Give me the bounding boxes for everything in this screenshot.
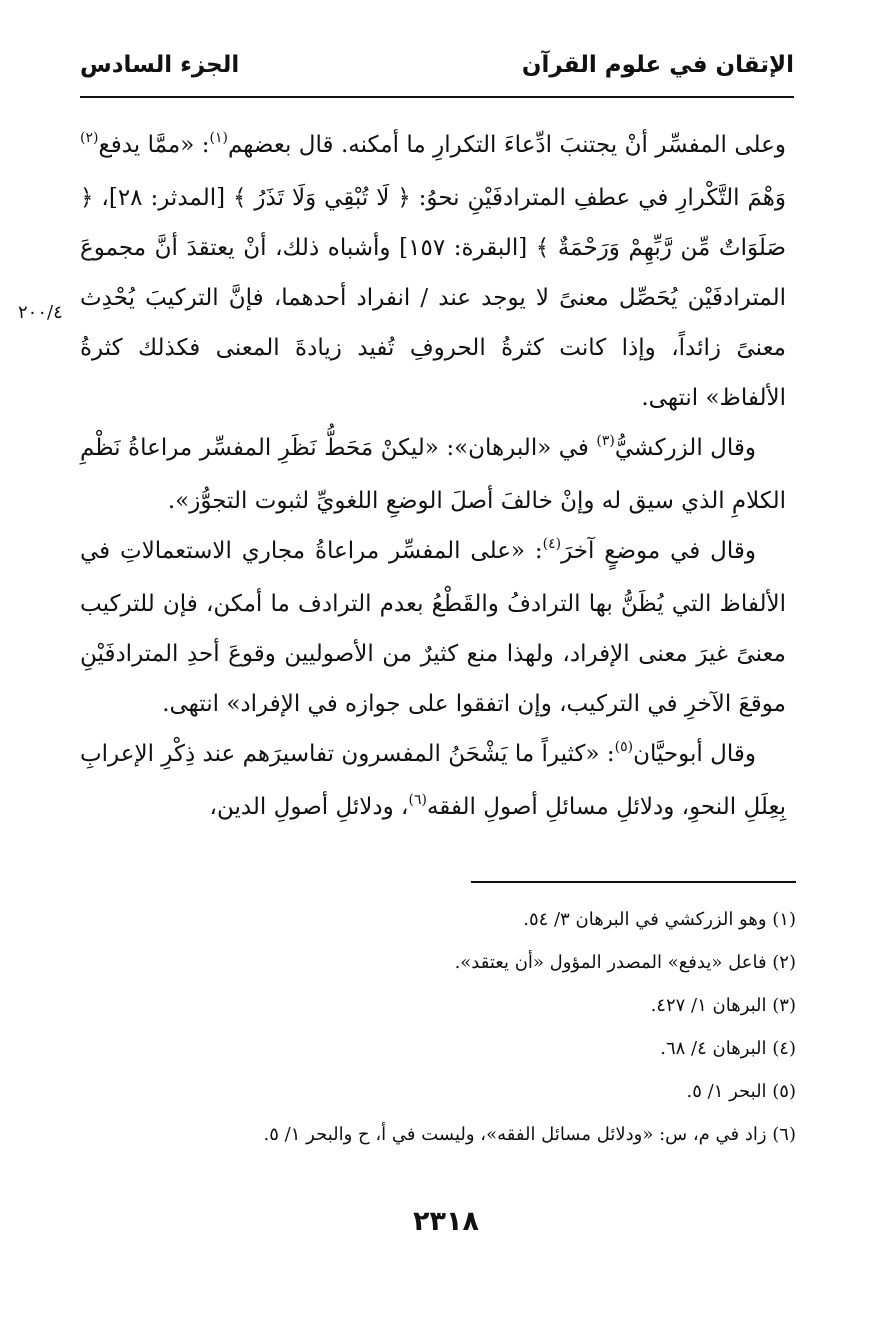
paragraph-3: [80, 526, 786, 729]
footnote-separator: [471, 881, 796, 883]
footnote-6: (٦) زاد في م، س: «ودلائل مسائل الفقه»، وليست في أ، ح والبحر ١/ ٥.: [263, 1124, 796, 1145]
footnote-ref: (١): [209, 130, 228, 146]
footnote-5: (٥) البحر ١/ ٥.: [686, 1081, 796, 1102]
paragraph-4: [80, 729, 786, 835]
footnote-4: (٤) البرهان ٤/ ٦٨.: [660, 1038, 796, 1059]
text-run: : «على المفسِّر مراعاةُ مجاري الاستعمالاتِ في الألفاظ التي يُظَنُّ بها الترادفُ والقَطْعُ بعدم الترادف ما أمكن، فإن للتركيب معنىً غيرَ معنى الإفراد، ولهذا منع كثيرٌ من الأصوليين وقوعَ أحدِ المترادفَيْنِ موقعَ الآخرِ في التركيب، وإن اتفقوا على جوازه في الإفراد» انتهى.: [80, 538, 786, 717]
footnote-ref: (٣): [596, 433, 615, 449]
footnote-ref: (٤): [542, 536, 562, 552]
footnote-3: (٣) البرهان ١/ ٤٢٧.: [650, 995, 796, 1016]
text-run: في «البرهان»: «ليكنْ مَحَطُّ نَظَرِ المفسِّر مراعاةُ نَظْمِ الكلامِ الذي سيق له وإنْ خالفَ أصلَ الوضعِ اللغويِّ لثبوت التجوُّز».: [80, 435, 786, 514]
main-text: [80, 120, 786, 835]
text-run: وقال الزركشيُّ: [614, 435, 757, 461]
footnote-ref: (٥): [614, 739, 634, 755]
footnotes: [80, 898, 796, 1156]
page-number: ٢٣١٨: [413, 1206, 479, 1237]
header-rule: [80, 96, 794, 98]
paragraph-1: [80, 120, 786, 423]
footnote-ref: (٢): [80, 130, 99, 146]
text-run: ، ودلائلِ أصولِ الدين،: [209, 794, 409, 820]
margin-page-marker: ٢٠٠/٤: [18, 302, 63, 323]
text-run: وَهْمَ التَّكْرارِ في عطفِ المترادفَيْنِ نحوُ: ﴿ لَا تُبْقِي وَلَا تَذَرُ ﴾ [المدثر: ٢٨]، ﴿ صَلَوَاتٌ مِّن رَّبِّهِمْ وَرَحْمَةٌ ﴾ [البقرة: ١٥٧] وأشباه ذلك، أنْ يعتقدَ أنَّ مجموعَ المترادفَيْن يُحَصِّل معنىً لا يوجد عند / انفراد أحدهما، فإنَّ التركيبَ يُحْدِث معنىً زائداً، وإذا كانت كثرةُ الحروفِ تُفيد زيادةَ المعنى فكذلك كثرةُ الألفاظ» انتهى.: [80, 185, 787, 411]
text-run: : «كثيراً ما يَشْحَنُ المفسرون تفاسيرَهم عند ذِكْرِ الإعرابِ بِعِلَلِ النحوِ، ودلائلِ مسائلِ أصولِ الفقه: [80, 741, 786, 820]
footnote-1: (١) وهو الزركشي في البرهان ٣/ ٥٤.: [523, 909, 796, 930]
paragraph-2: [80, 423, 786, 526]
text-run: وقال في موضعٍ آخرَ: [561, 538, 756, 564]
running-head: [80, 52, 794, 88]
text-run: وعلى المفسِّر أنْ يجتنبَ ادِّعاءَ التكرارِ ما أمكنه. قال بعضهم: [228, 132, 786, 158]
footnote-2: (٢) فاعل «يدفع» المصدر المؤول «أن يعتقد».: [454, 952, 796, 973]
book-title: الإتقان في علوم القرآن: [521, 52, 794, 78]
footnote-ref: (٦): [408, 792, 427, 808]
text-run: وقال أبوحيَّان: [633, 741, 756, 767]
text-run: : «ممَّا يدفع: [98, 132, 210, 158]
part-label: الجزء السادس: [80, 52, 240, 78]
